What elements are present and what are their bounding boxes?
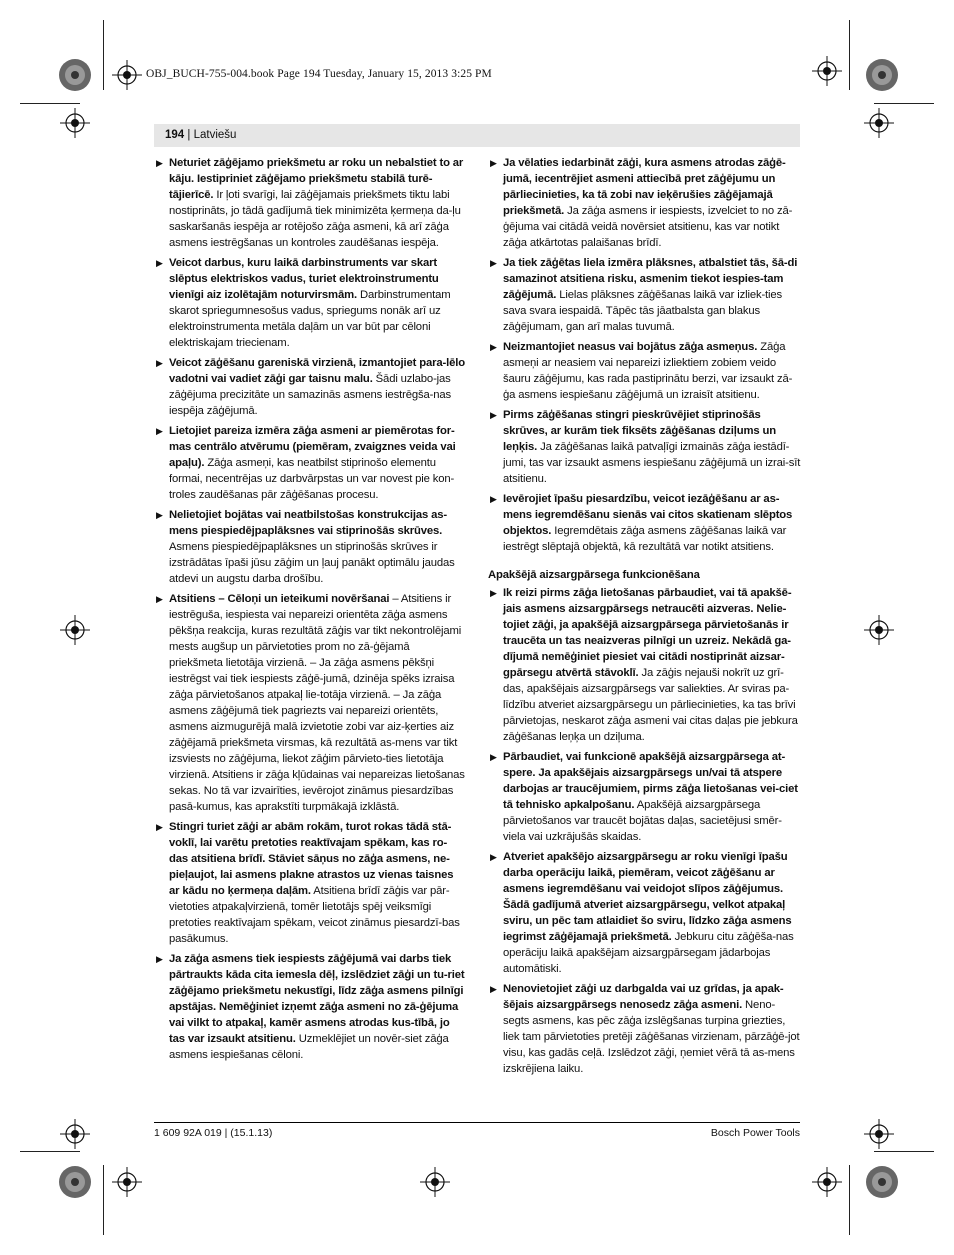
list-item: ▶ Ja vēlaties iedarbināt zāģi, kura asmens atrodas zāģē-jumā, iecentrējiet asmeni attiecībā pret zāģējumu un pārliecinieties, ka tā zobi nav ieķērušies zāģējamajā priekšmetā. Ja zāģa asmens ir iespiests, izvelciet to no zā-ģējuma vai citādā veidā novērsiet atsitienu, kas var notikt zāģa atkārtotas palaišanas brīdī. bbox=[490, 157, 793, 249]
registration-mark-bottom-left bbox=[55, 1162, 95, 1202]
list-item: ▶ Nelietojiet bojātas vai neatbilstošas konstrukcijas as-mens piespiedējpaplāksnes vai stiprinošās skrūves. Asmens piespiedējpaplāksnes un stiprinošās skrūves ir izstrādātas īpaši jūsu zāģim un ļauj panākt optimālu jaudas atdevi un augstu darba drošību. bbox=[156, 509, 455, 585]
crosshair-mark bbox=[864, 615, 894, 645]
registration-mark-bottom-right bbox=[862, 1162, 902, 1202]
crosshair-mark bbox=[112, 60, 142, 90]
crop-line bbox=[20, 103, 80, 104]
bullet-triangle-icon: ▶ bbox=[490, 494, 497, 504]
list-item: ▶ Pārbaudiet, vai funkcionē apakšējā aizsargpārsega at-spere. Ja apakšējais aizsargpārsegs un/vai tā atspere darbojas ar traucējumiem, pirms zāģa lietošanas vei-ciet tā tehnisko apkalpošanu. Apakšējā aizsargpārsega pārvietošanos var traucēt bojātas daļas, sacietējusi smēr-viela vai uzkrājušās skaidas. bbox=[490, 751, 798, 843]
left-column bbox=[154, 155, 465, 1067]
crosshair-mark bbox=[60, 1119, 90, 1149]
bullet-triangle-icon: ▶ bbox=[490, 588, 497, 598]
bullet-triangle-icon: ▶ bbox=[490, 852, 497, 862]
crosshair-mark bbox=[60, 615, 90, 645]
right-column bbox=[488, 155, 801, 1081]
crosshair-mark bbox=[812, 1167, 842, 1197]
subsection-title: Apakšējā aizsargpārsega funkcionēšana bbox=[488, 569, 700, 581]
bullet-triangle-icon: ▶ bbox=[490, 984, 497, 994]
crosshair-mark bbox=[112, 1167, 142, 1197]
crosshair-mark bbox=[864, 1119, 894, 1149]
crosshair-mark bbox=[60, 108, 90, 138]
list-item: ▶ Nenovietojiet zāģi uz darbgalda vai uz grīdas, ja apak-šējais aizsargpārsegs nenosedz zāģa asmeni. Neno-segts asmens, kas pēc zāģa izslēgšanas turpina griezties, liek tam pārvietoties pretēji zāģēšanas virzienam, pārzāģē-jot visu, kas gadās ceļā. Izslēdzot zāģi, ņemiet vērā tā as-mens izskrējiena laiku. bbox=[490, 983, 800, 1075]
bullet-triangle-icon: ▶ bbox=[490, 158, 497, 168]
list-item: ▶ Ik reizi pirms zāģa lietošanas pārbaudiet, vai tā apakšē-jais asmens aizsargpārsegs netraucēti aizveras. Nelie-tojiet zāģi, ja apakšējā aizsargpārsega pārvietošanās ir traucēta un tas neaizveras pilnīgi un uzreiz. Nekādā ga-dījumā nemēģiniet piesiet vai citādi nostiprināt aizsar-gpārsegu atvērtā stāvoklī. Ja zāģis nejauši nokrīt uz grī-das, apakšējais aizsargpārsegs var saliekties. Ar sviras pa-līdzību atveriet aizsargpārsegu un pārliecinieties, ka tas brīvi pārvietojas, neskarot zāģa asmeni vai citas daļas pie jebkura zāģēšanas leņķa un dziļuma. bbox=[490, 587, 798, 743]
crop-line bbox=[849, 1165, 850, 1235]
footer-brand: Bosch Power Tools bbox=[710, 1127, 800, 1139]
page-header: 194 | Latviešu bbox=[165, 129, 237, 141]
footer-doc-number: 1 609 92A 019 | (15.1.13) bbox=[154, 1127, 273, 1139]
crop-line bbox=[849, 20, 850, 90]
bullet-triangle-icon: ▶ bbox=[156, 510, 163, 520]
crop-line bbox=[103, 20, 104, 90]
crop-line bbox=[103, 1165, 104, 1235]
list-item: ▶ Veicot darbus, kuru laikā darbinstruments var skart slēptus elektriskos vadus, turiet elektroinstrumentu vienīgi aiz izolētajām noturvirsmām. Darbinstrumentam skarot spriegumnesošus vadus, spriegums nonāk arī uz elektroinstrumenta metāla daļām un var būt par cēloni elektriskajam triecienam. bbox=[156, 257, 451, 349]
list-item: ▶ Stingri turiet zāģi ar abām rokām, turot rokas tādā stā-voklī, lai varētu pretoties reaktīvajam spēkam, kas ro-das atsitiena brīdī. Stāviet sāņus no zāģa asmens, ne-pieļaujot, lai asmens plakne atrastos uz vienas taisnes ar kādu no ķermeņa daļām. Atsitiena brīdī zāģis var pār-vietoties atpakaļvirzienā, tomēr lietotājs spēj veiksmīgi pretoties reaktīvajam spēkam, veicot zināmus piesardzī-bas pasākumus. bbox=[156, 821, 460, 945]
bullet-triangle-icon: ▶ bbox=[490, 258, 497, 268]
page-number: 194 bbox=[165, 129, 185, 141]
list-item: ▶ Atveriet apakšējo aizsargpārsegu ar roku vienīgi īpašu darba operāciju laikā, piemēram, veicot zāģēšanu ar asmens iegremdēšanu vai veidojot slīpos zāģējumus. Šādā gadījumā atveriet aizsargpārsegu, velkot atpakaļ sviru, un pēc tam atlaidiet šo sviru, līdzko zāģa asmens iegrimst zāģējamajā priekšmetā. Jebkuru citu zāģēša-nas operāciju laikā apakšējam aizsargpārsegam jādarbojas automātiski. bbox=[490, 851, 794, 975]
section-name: Latviešu bbox=[193, 129, 237, 141]
bullet-triangle-icon: ▶ bbox=[156, 158, 163, 168]
header-bar bbox=[154, 124, 800, 147]
footer-rule bbox=[154, 1122, 800, 1123]
list-item: ▶ Atsitiens – Cēloņi un ieteikumi novēršanai – Atsitiens ir iestrēguša, iespiesta vai nepareizi orientēta zāģa asmens pēkšņa reakcija, kuras rezultātā zāģis var tikt nekontrolējami mests augšup un pārvietoties prom no zā-ģējamā priekšmeta lietotāja virzienā. – Ja zāģa asmens pēkšņi iestrēgst vai tiek iespiests zāģē-jumā, dzinēja spēks izraisa zāģa pārvietošanos atpakaļ lie-totāja virzienā. – Ja zāģa asmens zāģējumā tiek pagriezts vai nepareizi orientēts, asmens aizmugurējā malā izvietotie zobi var aiz-ķerties aiz zāģējamā priekšmeta virsmas, kā rezultātā as-mens var tikt izsviests no zāģējuma, liekot zāģim pārvieto-ties lietotāja virzienā. Atsitiens ir zāģa kļūdainas vai nepareizas lietošanas sekas. No tā var izvairīties, ievērojot zināmus piesardzības pasā-kumus, kas aprakstīti turpmākajā izklāstā. bbox=[156, 593, 465, 813]
list-item: ▶ Pirms zāģēšanas stingri pieskrūvējiet stiprinošās skrūves, ar kurām tiek fiksēts zāģēšanas dziļums un leņķis. Ja zāģēšanas laikā patvaļīgi izmainās zāģa iestādī-jumi, tas var izsaukt asmens iespiešanu zāģējumā un izrai-sīt atsitienu. bbox=[490, 409, 801, 485]
bullet-triangle-icon: ▶ bbox=[156, 358, 163, 368]
bullet-triangle-icon: ▶ bbox=[156, 426, 163, 436]
list-item: ▶ Ja tiek zāģētas liela izmēra plāksnes, atbalstiet tās, šā-di samazinot atsitiena risku, asmenim tiekot iespies-tam zāģējumā. Lielas plāksnes zāģēšanas laikā var izliek-ties sava svara iespaidā. Tāpēc tās jāatbalsta gan blakus zāģējumam, gan arī malas tuvumā. bbox=[490, 257, 798, 333]
list-item: ▶ Neturiet zāģējamo priekšmetu ar roku un nebalstiet to ar kāju. Iestipriniet zāģējamo priekšmetu stabilā turē-tājierīcē. Ir ļoti svarīgi, lai zāģējamais priekšmets tiktu labi nostiprināts, jo tādā gadījumā tiek minimizēta ķermeņa da-ļu saskaršanās iespēja ar rotējošo zāģa asmeni, kā arī zāģa asmens iestrēgšanas un kontroles zaudēšanas iespēja. bbox=[156, 157, 464, 249]
bullet-triangle-icon: ▶ bbox=[156, 954, 163, 964]
crop-line bbox=[874, 1151, 934, 1152]
registration-mark-top-left bbox=[55, 55, 95, 95]
crosshair-mark bbox=[420, 1167, 450, 1197]
bullet-triangle-icon: ▶ bbox=[156, 258, 163, 268]
bullet-triangle-icon: ▶ bbox=[490, 342, 497, 352]
bullet-triangle-icon: ▶ bbox=[490, 752, 497, 762]
crop-line bbox=[874, 103, 934, 104]
list-item: ▶ Ja zāģa asmens tiek iespiests zāģējumā vai darbs tiek pārtraukts kāda cita iemesla dēļ, izslēdziet zāģi un tu-riet zāģējamo priekšmetu nekustīgi, līdz zāģa asmens pilnīgi apstājas. Nemēģiniet izņemt zāģa asmeni no zā-ģējuma vai vilkt to atpakaļ, kamēr asmens atrodas kus-tībā, jo tas var izsaukt atsitienu. Uzmeklējiet un novēr-siet zāģa asmens iespiešanas cēloni. bbox=[156, 953, 465, 1061]
registration-mark-top-right bbox=[862, 55, 902, 95]
bullet-triangle-icon: ▶ bbox=[156, 594, 163, 604]
bullet-triangle-icon: ▶ bbox=[156, 822, 163, 832]
list-item: ▶ Lietojiet pareiza izmēra zāģa asmeni ar piemērotas for-mas centrālo atvērumu (piemēram, zvaigznes veida vai apaļu). Zāģa asmeņi, kas neatbilst stiprinošo elementu formai, necentrējas uz darbvārpstas un var novest pie kon-troles zaudēšanas pār zāģēšanas procesu. bbox=[156, 425, 456, 501]
list-item: ▶ Veicot zāģēšanu gareniskā virzienā, izmantojiet para-lēlo vadotni vai vadiet zāģi gar taisnu malu. Šādi uzlabo-jas zāģējuma precizitāte un samazinās asmens iestrēgša-nas iespēja zāģējumā. bbox=[156, 357, 465, 417]
list-item: ▶ Neizmantojiet neasus vai bojātus zāģa asmeņus. Zāģa asmeņi ar neasiem vai nepareizi izliektiem zobiem veido šauru zāģējumu, kas rada pastiprinātu berzi, var izsaukt zā-ģa asmens iespiešanu zāģējumā un izraisīt atsitienu. bbox=[490, 341, 793, 401]
list-item: ▶ Ievērojiet īpašu piesardzību, veicot iezāģēšanu ar as-mens iegremdēšanu sienās vai citos skatienam slēptos objektos. Iegremdētais zāģa asmens zāģēšanas laikā var iestrēgt slēptajā objektā, kā rezultātā var notikt atsitiens. bbox=[490, 493, 793, 553]
crop-line bbox=[20, 1151, 80, 1152]
print-info: OBJ_BUCH-755-004.book Page 194 Tuesday, January 15, 2013 3:25 PM bbox=[146, 68, 492, 80]
crosshair-mark bbox=[864, 108, 894, 138]
bullet-triangle-icon: ▶ bbox=[490, 410, 497, 420]
crosshair-mark bbox=[812, 56, 842, 86]
